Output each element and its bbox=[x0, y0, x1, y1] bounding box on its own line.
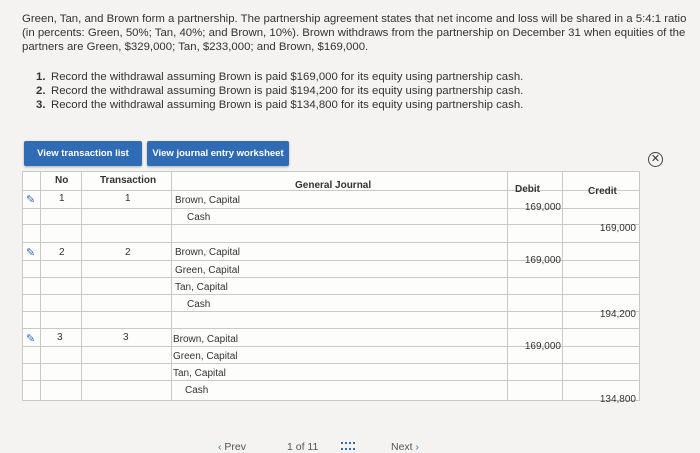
debit-amount[interactable]: 169,000 bbox=[524, 341, 561, 352]
header-debit: Debit bbox=[515, 184, 540, 195]
prev-button[interactable]: ‹ Prev bbox=[218, 441, 247, 453]
requirement-2: 2. Record the withdrawal assuming Brown is paid $194,200 for its equity using partnership cash. bbox=[36, 85, 524, 97]
journal-account[interactable]: Brown, Capital bbox=[173, 334, 239, 345]
debit-amount[interactable]: 169,000 bbox=[524, 202, 561, 213]
credit-amount[interactable]: 194,200 bbox=[599, 309, 636, 320]
credit-amount[interactable]: 169,000 bbox=[599, 223, 636, 234]
chevron-left-icon: ‹ bbox=[218, 441, 222, 453]
edit-pencil-icon[interactable]: ✎ bbox=[26, 247, 36, 259]
journal-account[interactable]: Cash bbox=[187, 212, 211, 223]
credit-amount[interactable]: 134,800 bbox=[599, 394, 636, 405]
row-no: 2 bbox=[59, 247, 65, 258]
journal-account[interactable]: Tan, Capital bbox=[173, 368, 226, 379]
edit-pencil-icon[interactable]: ✎ bbox=[26, 333, 36, 345]
requirement-1: 1. Record the withdrawal assuming Brown is paid $169,000 for its equity using partnership cash. bbox=[36, 71, 524, 83]
next-button[interactable]: Next › bbox=[391, 441, 420, 453]
debit-amount[interactable]: 169,000 bbox=[524, 255, 561, 266]
journal-account[interactable]: Tan, Capital bbox=[175, 282, 228, 293]
row-transaction: 2 bbox=[125, 247, 131, 258]
journal-account[interactable]: Brown, Capital bbox=[175, 195, 241, 206]
header-no: No bbox=[55, 175, 69, 186]
close-icon[interactable]: ✕ bbox=[648, 152, 663, 167]
journal-account[interactable]: Cash bbox=[187, 299, 211, 310]
row-transaction: 1 bbox=[125, 193, 131, 204]
general-journal-table bbox=[22, 171, 640, 405]
row-no: 1 bbox=[59, 193, 65, 204]
header-transaction: Transaction bbox=[100, 175, 157, 186]
journal-account[interactable]: Green, Capital bbox=[175, 265, 240, 276]
requirement-3: 3. Record the withdrawal assuming Brown is paid $134,800 for its equity using partnership cash. bbox=[36, 99, 524, 111]
journal-account[interactable]: Cash bbox=[185, 385, 209, 396]
edit-pencil-icon[interactable]: ✎ bbox=[26, 194, 36, 206]
journal-account[interactable]: Green, Capital bbox=[173, 351, 238, 362]
view-journal-worksheet-button[interactable]: View journal entry worksheet bbox=[147, 141, 289, 166]
row-transaction: 3 bbox=[123, 332, 129, 343]
view-transaction-list-button[interactable]: View transaction list bbox=[24, 141, 142, 166]
journal-account[interactable]: Brown, Capital bbox=[175, 247, 241, 258]
page-indicator: 1 of 11 bbox=[287, 441, 319, 453]
requirements-list bbox=[36, 70, 676, 112]
header-general-journal: General Journal bbox=[295, 180, 372, 191]
row-no: 3 bbox=[57, 332, 63, 343]
header-credit: Credit bbox=[588, 186, 617, 197]
chevron-right-icon: › bbox=[415, 441, 420, 453]
problem-text: Green, Tan, and Brown form a partnership. The partnership agreement states that net income and loss will be shared in a 5:4:1 ratio (in percents: Green, 50%; Tan, 40%; and Brown, 10%). Brown withdraws from the partnership on December 31 when equities of the partners are Green, $329,000; Tan, $233,000; and Brown, $169,000. bbox=[22, 13, 687, 53]
